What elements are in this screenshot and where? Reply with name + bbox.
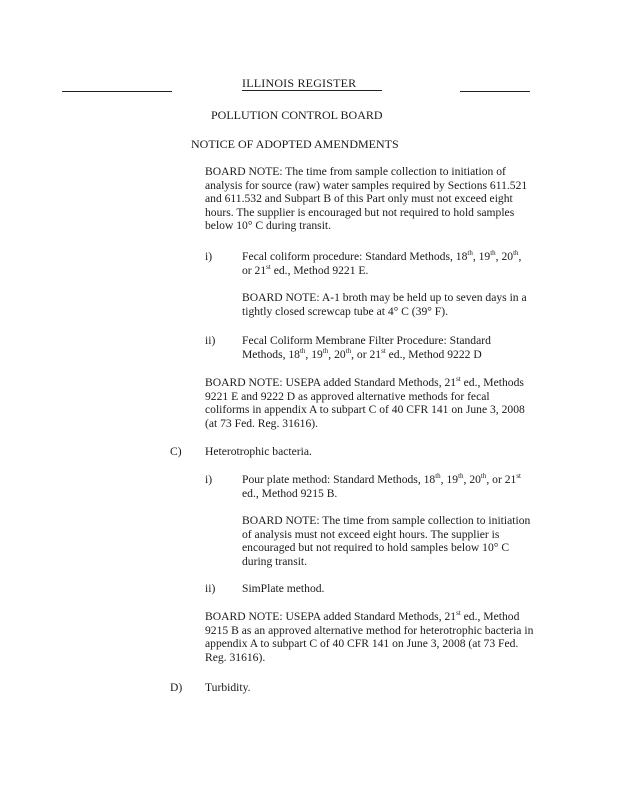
section-d-label: D) <box>170 681 183 694</box>
item-i-label: i) <box>205 250 213 263</box>
board-name: POLLUTION CONTROL BOARD <box>211 108 383 122</box>
item-ii-text: Fecal Coliform Membrane Filter Procedure: Standard Methods, 18th, 19th, 20th, or 21st ed., Method 9222 D <box>242 334 491 361</box>
c-item-ii-text: SimPlate method. <box>242 582 325 595</box>
section-c-title: Heterotrophic bacteria. <box>205 445 312 458</box>
header-rule-left <box>62 91 172 92</box>
item-i-text: Fecal coliform procedure: Standard Methods, 18th, 19th, 20th, or 21st ed., Method 9221 E. <box>242 249 522 277</box>
item-i-board-note: BOARD NOTE: A-1 broth may be held up to seven days in a tightly closed screwcap tube at 4° C (39° F). <box>242 291 527 318</box>
board-note-source-water: BOARD NOTE: The time from sample collection to initiation of analysis for source (raw) water samples required by Sections 611.521 and 611.532 and Subpart B of this Part only must not exceed eight hours. The supplier is encouraged but not required to hold samples below 10° C during transit. <box>205 165 528 233</box>
section-d-title: Turbidity. <box>205 681 251 694</box>
c-item-ii-label: ii) <box>205 582 216 595</box>
item-ii-label: ii) <box>205 334 216 347</box>
c-item-i-board-note: BOARD NOTE: The time from sample collection to initiation of analysis must not exceed eight hours. The supplier is encouraged but not required to hold samples below 10° C during transit. <box>242 514 531 568</box>
board-note-usepa-heterotrophic: BOARD NOTE: USEPA added Standard Methods, 21st ed., Method 9215 B as an approved alternative method for heterotrophic bacteria in appendix A to subpart C of 40 CFR 141 on June 3, 2008 (at 73 Fed. Reg. 31616). <box>205 609 534 664</box>
c-item-i-label: i) <box>205 473 213 486</box>
register-title: ILLINOIS REGISTER <box>242 76 382 91</box>
header-rule-right <box>460 91 530 92</box>
section-c-label: C) <box>170 445 182 458</box>
board-note-usepa-fecal: BOARD NOTE: USEPA added Standard Methods, 21st ed., Methods 9221 E and 9222 D as approved alternative methods for fecal coliforms in appendix A to subpart C of 40 CFR 141 on June 3, 2008 (at 73 Fed. Reg. 31616). <box>205 375 525 430</box>
notice-heading: NOTICE OF ADOPTED AMENDMENTS <box>191 137 399 151</box>
c-item-i-text: Pour plate method: Standard Methods, 18th, 19th, 20th, or 21st ed., Method 9215 B. <box>242 472 521 500</box>
